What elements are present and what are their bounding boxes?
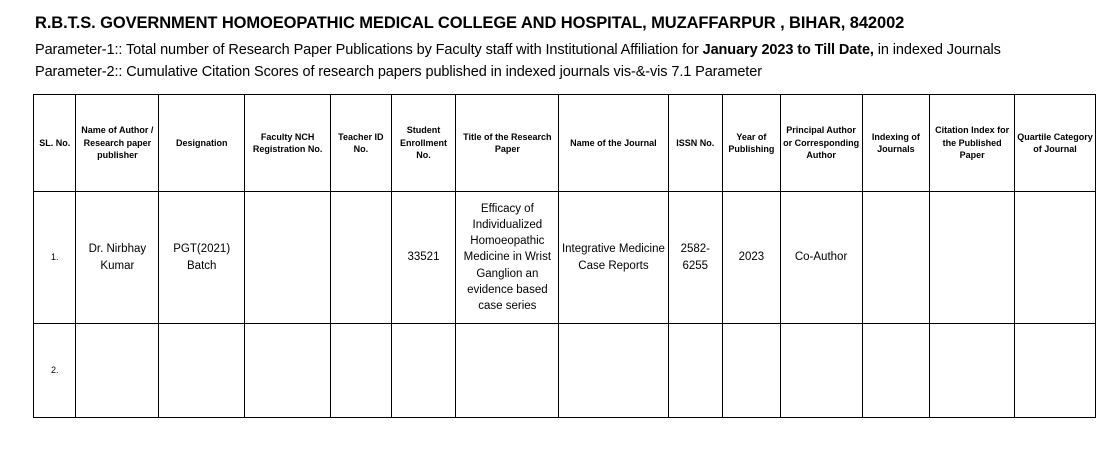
header-citation-index: Citation Index for the Published Paper	[930, 95, 1015, 192]
table-row	[34, 324, 1096, 418]
cell-author-role: Co-Author	[780, 192, 862, 324]
cell-sl-no: 1.	[34, 192, 76, 324]
header-nch-registration: Faculty NCH Registration No.	[245, 95, 331, 192]
cell-issn	[668, 324, 723, 418]
cell-author: Dr. Nirbhay Kumar	[76, 192, 159, 324]
cell-nch-registration	[245, 324, 331, 418]
header-student-enrollment: Student Enrollment No.	[391, 95, 456, 192]
cell-student-enrollment: 33521	[391, 192, 456, 324]
publications-table	[33, 94, 1096, 418]
cell-year	[723, 324, 781, 418]
table-row	[34, 192, 1096, 324]
parameter-1-prefix: Parameter-1:: Total number of Research Paper Publications by Faculty staff with Institutional Affiliation for	[35, 42, 703, 58]
cell-nch-registration	[245, 192, 331, 324]
cell-indexing	[862, 324, 930, 418]
parameter-1-date-range: January 2023 to Till Date,	[702, 42, 874, 58]
cell-quartile	[1015, 324, 1096, 418]
cell-paper-title: Efficacy of Individualized Homoeopathic Medicine in Wrist Ganglion an evidence based case series	[456, 192, 559, 324]
cell-author	[76, 324, 159, 418]
cell-paper-title	[456, 324, 559, 418]
header-paper-title: Title of the Research Paper	[456, 95, 559, 192]
header-quartile: Quartile Category of Journal	[1015, 95, 1096, 192]
header-teacher-id: Teacher ID No.	[331, 95, 392, 192]
header-journal-name: Name of the Journal	[559, 95, 668, 192]
header-sl-no: SL. No.	[34, 95, 76, 192]
cell-teacher-id	[331, 192, 392, 324]
header-author: Name of Author / Research paper publisher	[76, 95, 159, 192]
cell-journal-name	[559, 324, 668, 418]
parameter-1-text	[35, 42, 1001, 58]
cell-author-role	[780, 324, 862, 418]
header-issn: ISSN No.	[668, 95, 723, 192]
header-designation: Designation	[159, 95, 245, 192]
header-indexing: Indexing of Journals	[862, 95, 930, 192]
cell-designation: PGT(2021) Batch	[159, 192, 245, 324]
document-title: R.B.T.S. GOVERNMENT HOMOEOPATHIC MEDICAL COLLEGE AND HOSPITAL, MUZAFFARPUR , BIHAR, 842002	[35, 14, 905, 32]
header-row	[34, 95, 1096, 192]
parameter-2-text: Parameter-2:: Cumulative Citation Scores of research papers published in indexed journals vis-&-vis 7.1 Parameter	[35, 64, 762, 80]
parameter-1-suffix: in indexed Journals	[873, 42, 1001, 58]
header-year: Year of Publishing	[723, 95, 781, 192]
cell-student-enrollment	[391, 324, 456, 418]
cell-quartile	[1015, 192, 1096, 324]
cell-journal-name: Integrative Medicine Case Reports	[559, 192, 668, 324]
cell-issn: 2582-6255	[668, 192, 723, 324]
cell-sl-no: 2.	[34, 324, 76, 418]
cell-citation-index	[930, 324, 1015, 418]
cell-designation	[159, 324, 245, 418]
cell-teacher-id	[331, 324, 392, 418]
cell-indexing	[862, 192, 930, 324]
cell-citation-index	[930, 192, 1015, 324]
header-author-role: Principal Author or Corresponding Author	[780, 95, 862, 192]
cell-year: 2023	[723, 192, 781, 324]
